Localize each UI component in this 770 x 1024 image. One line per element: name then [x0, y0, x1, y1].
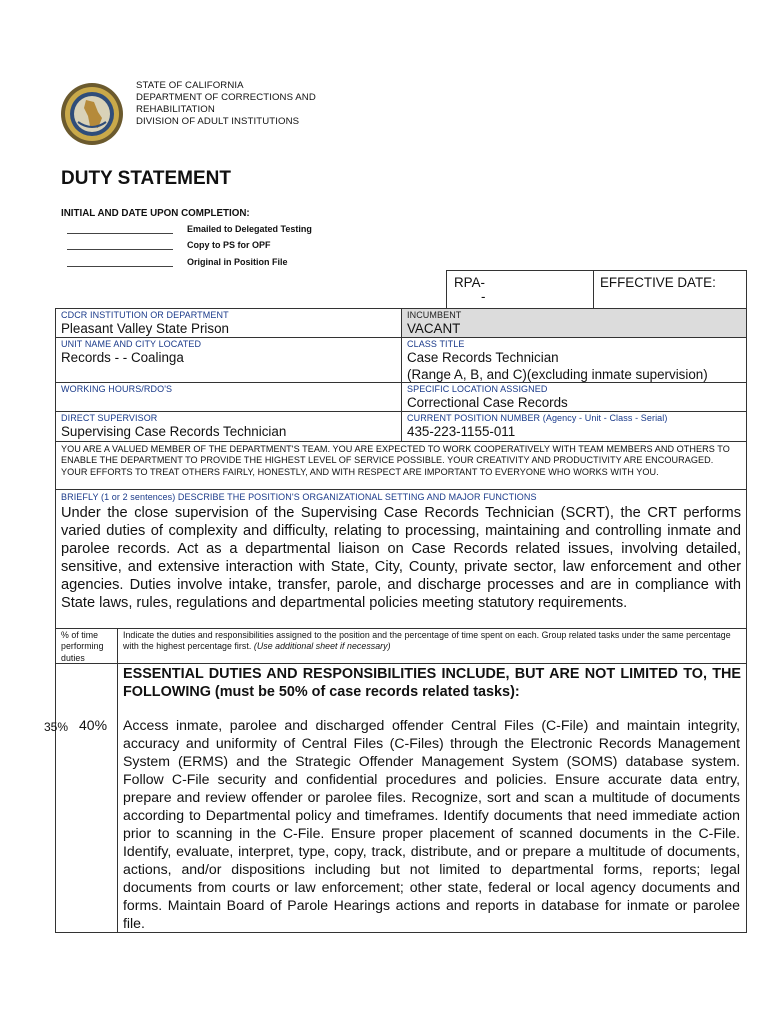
duty-text[interactable]: Access inmate, parolee and discharged offender Central Files (C-File) and maintain integrity, accuracy and uniformity of Central Files (C-Files) through the Electronic Records Management System (ERMS) and the Strategic Offender Management System (SOMS) database system. Follow C-File security and confidential procedures and policies. Ensure accurate data entry, prepare and review offender or parolee files. Recognize, sort and scan a multitude of documents according to Departmental policy and timeframes. Identify documents that need immediate action prior to scanning in the C-File. Ensure proper placement of scanned documents in the C-File. Identify, evaluate, interpret, type, copy, track, distribute, and or prepare a multitude of documents, actions, and/or dispositions including but not limited to departmental forms, reports; legal documents from courts or law enforcement; other state, federal or local agency documents and forms. Maintain Board of Parole Hearings actions and reports in database for inmate or parolee file. [123, 717, 740, 931]
brief-box [55, 489, 747, 629]
class-title-label: CLASS TITLE [407, 339, 465, 349]
brief-label: BRIEFLY (1 or 2 sentences) DESCRIBE THE POSITION'S ORGANIZATIONAL SETTING AND MAJOR FUNCTIONS [61, 492, 537, 502]
essential-heading: ESSENTIAL DUTIES AND RESPONSIBILITIES INCLUDE, BUT ARE NOT LIMITED TO, THE FOLLOWING (must be 50% of case records related tasks): [123, 666, 741, 700]
checklist-label: Original in Position File [187, 257, 288, 267]
duty-percentage[interactable]: 40% [79, 717, 108, 733]
page-title: DUTY STATEMENT [61, 168, 231, 189]
agency-line: DIVISION OF ADULT INSTITUTIONS [136, 116, 300, 127]
team-statement: YOU ARE A VALUED MEMBER OF THE DEPARTMENT'S TEAM. YOU ARE EXPECTED TO WORK COOPERATIVELY WITH TEAM MEMBERS AND OTHERS TO ENABLE THE DEPARTMENT TO PROVIDE THE HIGHEST LEVEL OF SERVICE POSSIBLE. YOUR CREATIVITY AND PRODUCTIVITY ARE ENCOURAGED. YOUR EFFORTS TO TREAT OTHERS FAIRLY, HONESTLY, AND WITH RESPECT ARE IMPORTANT TO EVERYONE WHO WORKS WITH YOU. [61, 444, 730, 477]
agency-line: DEPARTMENT OF CORRECTIONS AND [136, 92, 316, 103]
signature-line[interactable] [67, 241, 173, 250]
unit-label: UNIT NAME AND CITY LOCATED [61, 339, 202, 349]
unit-value[interactable]: Records - - Coalinga [61, 350, 184, 365]
class-title-value[interactable]: Case Records Technician [407, 350, 559, 365]
institution-label: CDCR INSTITUTION OR DEPARTMENT [61, 310, 229, 320]
brief-text[interactable]: Under the close supervision of the Supervising Case Records Technician (SCRT), the CRT performs varied duties of complexity and difficulty, relating to processing, maintaining and controlling inmate and parolee records. Act as a departmental liaison on Case Records related issues, involving detailed, sensitive, and extensive interaction with State, City, County, private sector, law enforcement and other agencies. Duties involve intake, transfer, parole, and discharge processes and are in compliance with State laws, rules, regulations and departmental policies meeting statutory requirements. [61, 505, 741, 611]
hours-label: WORKING HOURS/RDO'S [61, 384, 173, 394]
checklist-label: Emailed to Delegated Testing [187, 224, 312, 234]
effective-date-label: EFFECTIVE DATE: [600, 275, 716, 290]
signature-line[interactable] [67, 258, 173, 267]
class-title-range[interactable]: (Range A, B, and C)(excluding inmate supervision) [407, 367, 708, 382]
position-number-label: CURRENT POSITION NUMBER (Agency - Unit - Class - Serial) [407, 413, 668, 423]
initial-heading: INITIAL AND DATE UPON COMPLETION: [61, 208, 250, 219]
location-value[interactable]: Correctional Case Records [407, 395, 568, 410]
institution-value[interactable]: Pleasant Valley State Prison [61, 321, 229, 336]
team-statement-box [55, 441, 747, 490]
incumbent-label: INCUMBENT [407, 310, 462, 320]
checklist-label: Copy to PS for OPF [187, 240, 271, 250]
cdcr-seal [60, 82, 124, 146]
location-label: SPECIFIC LOCATION ASSIGNED [407, 384, 548, 394]
position-number-value[interactable]: 435-223-1155-011 [407, 424, 516, 439]
agency-header [136, 80, 316, 128]
agency-line: STATE OF CALIFORNIA [136, 80, 244, 91]
checklist-item [67, 224, 312, 234]
pct-time-label: % of time performing duties [61, 630, 104, 663]
checklist-item [67, 240, 271, 250]
supervisor-value[interactable]: Supervising Case Records Technician [61, 424, 287, 439]
duties-instructions: Indicate the duties and responsibilities assigned to the position and the percentage of time spent on each. Group related tasks under the same percentage with the highest percentage first. (Use additional sheet if necessary) [123, 630, 731, 652]
old-percentage: 35% [44, 720, 69, 734]
effective-date-box[interactable] [593, 270, 747, 310]
rpa-value[interactable]: - [481, 289, 486, 304]
rpa-box [446, 270, 594, 310]
incumbent-value[interactable]: VACANT [407, 321, 461, 336]
supervisor-label: DIRECT SUPERVISOR [61, 413, 158, 423]
rpa-label: RPA- [454, 275, 485, 290]
checklist-item [67, 257, 288, 267]
signature-line[interactable] [67, 225, 173, 234]
agency-line: REHABILITATION [136, 104, 215, 115]
